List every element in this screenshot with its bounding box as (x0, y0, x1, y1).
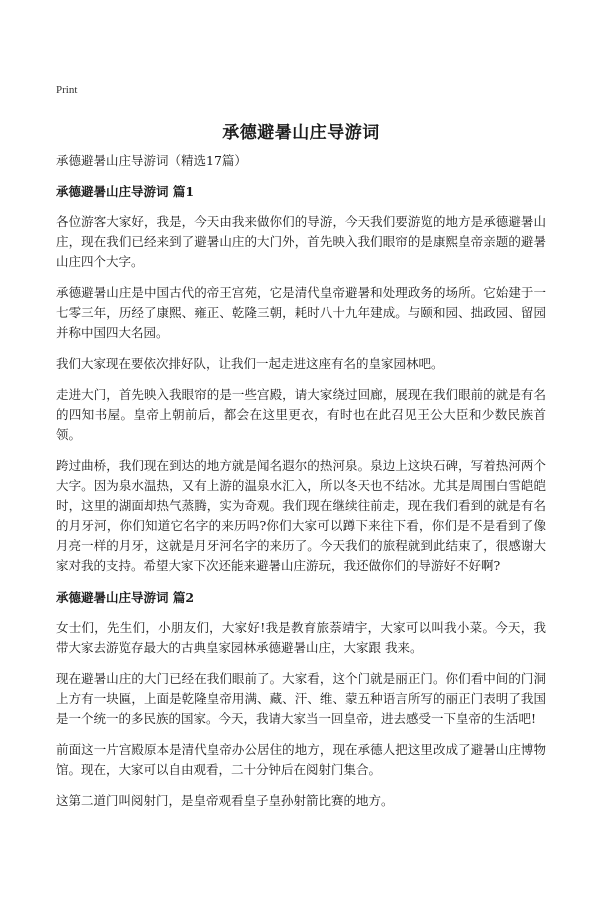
paragraph: 这第二道门叫阅射门，是皇帝观看皇子皇孙射箭比赛的地方。 (56, 793, 394, 808)
paragraph: 跨过曲桥，我们现在到达的地方就是闻名遐尔的热河泉。泉边上这块石碑，写着热河两个大字。因为泉水温热，又有上游的温泉水汇入，所以冬天也不结冰。尤其是周围白雪皑皑时，这里的湖面却热气蒸腾，实为奇观。我们现在继续往前走，现在我们看到的就是有名的月牙河，你们知道它名字的来历吗?你们大家可以蹲下来往下看，你们是不是看到了像月亮一样的月牙，这就是月牙河名字的来历了。今天我们的旅程就到此结束了，很感谢大家对我的支持。希望大家下次还能来避暑山庄游玩，我还做你们的导游好不好啊? (56, 458, 546, 573)
document-body (56, 183, 546, 822)
section-heading: 承德避暑山庄导游词 篇2 (56, 590, 195, 605)
paragraph: 各位游客大家好，我是，今天由我来做你们的导游，今天我们要游览的地方是承德避暑山庄，现在我们已经来到了避暑山庄的大门外，首先映入我们眼帘的是康熙皇帝亲题的避暑山庄四个大字。 (56, 214, 546, 269)
section-heading: 承德避暑山庄导游词 篇1 (56, 184, 195, 199)
paragraph: 承德避暑山庄是中国古代的帝王宫苑，它是清代皇帝避暑和处理政务的场所。它始建于一七零三年，历经了康熙、雍正、乾隆三朝，耗时八十九年建成。与颐和园、拙政园、留园并称中国四大名园。 (56, 285, 546, 340)
paragraph: 前面这一片宫殿原本是清代皇帝办公居住的地方，现在承德人把这里改成了避暑山庄博物馆。现在，大家可以自由观看，二十分钟后在阅射门集合。 (56, 742, 546, 777)
paragraph: 走进大门，首先映入我眼帘的是一些宫殿，请大家绕过回廊，展现在我们眼前的就是有名的四知书屋。皇帝上朝前后，都会在这里更衣，有时也在此召见王公大臣和少数民族首领。 (56, 387, 546, 442)
document-subtitle: 承德避暑山庄导游词（精选17篇） (56, 153, 247, 168)
paragraph: 女士们，先生们，小朋友们，大家好!我是教育旅萘靖宇，大家可以叫我小菜。今天，我带大家去游览存最大的古典皇家园林承德避暑山庄，大家跟 我来。 (56, 620, 546, 655)
paragraph: 现在避暑山庄的大门已经在我们眼前了。大家看，这个门就是丽正门。你们看中间的门洞上方有一块匾，上面是乾隆皇帝用满、藏、汗、维、蒙五种语言所写的丽正门表明了我国是一个统一的多民族的国家。今天，我请大家当一回皇帝，进去感受一下皇帝的生活吧! (56, 671, 546, 726)
paragraph: 我们大家现在要依次排好队，让我们一起走进这座有名的皇家园林吧。 (56, 356, 444, 371)
print-label[interactable]: Print (56, 84, 78, 96)
page-title: 承德避暑山庄导游词 (222, 123, 380, 143)
